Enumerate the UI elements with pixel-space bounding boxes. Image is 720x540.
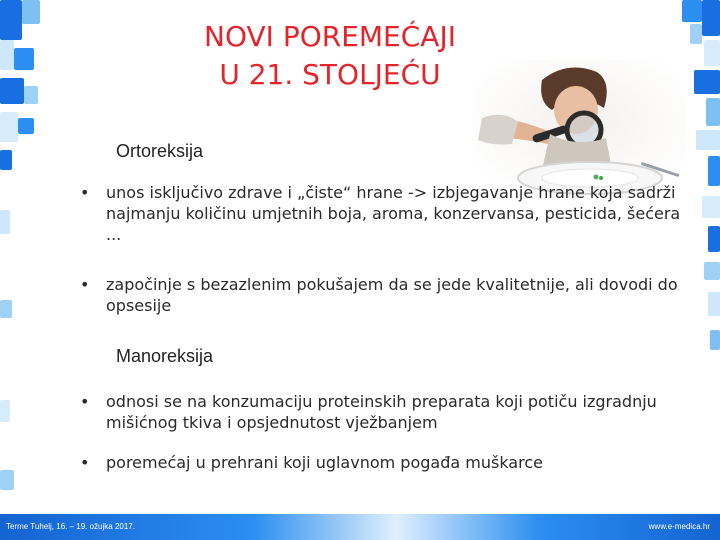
bullet-text: poremećaj u prehrani koji uglavnom pogađa muškarce	[106, 453, 543, 472]
bullet-marker: •	[80, 453, 90, 472]
section-heading-ortoreksija: Ortoreksija	[116, 141, 204, 161]
footer-event: Terme Tuhelj, 16. – 19. ožujka 2017.	[6, 522, 135, 531]
bullet-text: odnosi se na konzumaciju proteinskih preparata koji potiču izgradnju mišićnog tkiva i opsjednutost vježbanjem	[106, 392, 657, 432]
list-item	[80, 182, 688, 245]
section-heading-manoreksija: Manoreksija	[116, 346, 214, 366]
bullet-text: započinje s bezazlenim pokušajem da se jede kvalitetnije, ali dovodi do opsesije	[106, 275, 678, 315]
bullet-text: unos isključivo zdrave i „čiste“ hrane -> izbjegavanje hrane koja sadrži najmanju količinu umjetnih boja, aroma, konzervansa, pesticida, šećera ...	[106, 183, 681, 244]
list-item	[80, 452, 688, 473]
slide-title	[140, 18, 520, 94]
title-line-2: U 21. STOLJEĆU	[219, 58, 441, 91]
title-line-1: NOVI POREMEĆAJI	[204, 20, 456, 53]
woman-magnifying-glass-photo	[472, 60, 687, 198]
bullet-marker: •	[80, 275, 90, 294]
list-item	[80, 274, 688, 316]
bullet-marker: •	[80, 183, 90, 202]
list-item	[80, 391, 688, 433]
footer-website: www.e-medica.hr	[648, 522, 710, 531]
bullet-marker: •	[80, 392, 90, 411]
